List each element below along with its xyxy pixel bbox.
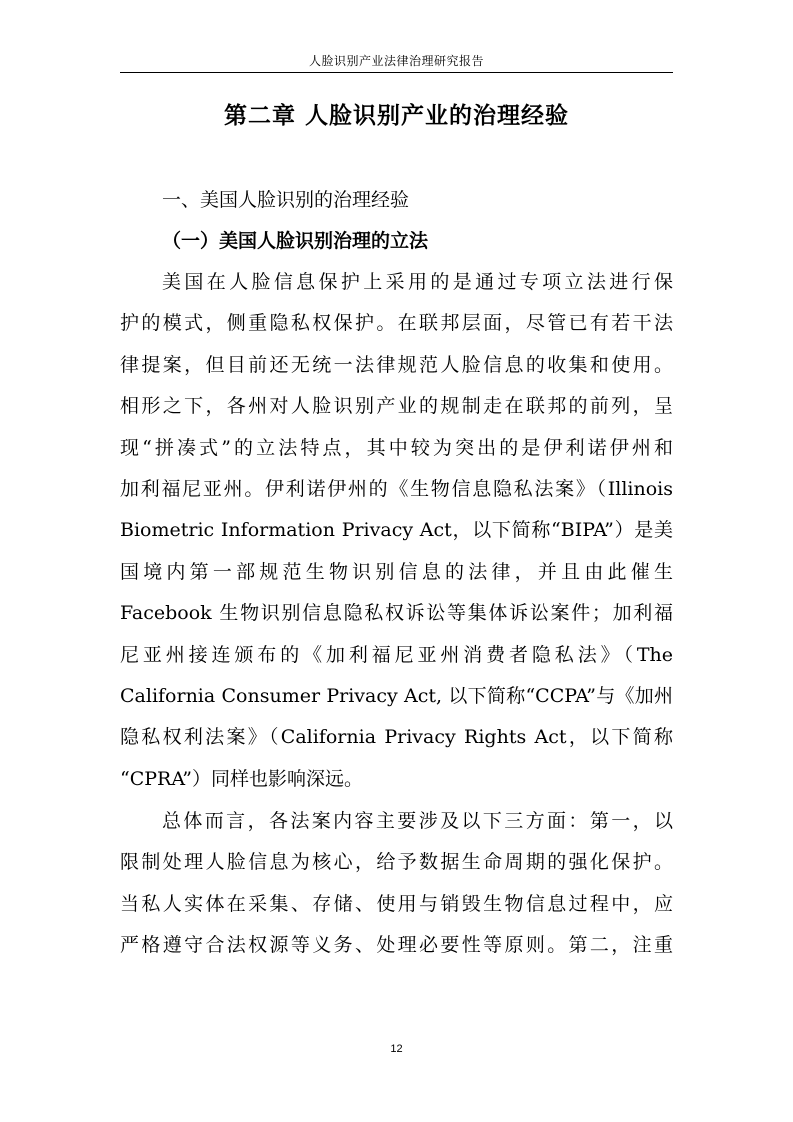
paragraph-line: 严格遵守合法权源等义务、处理必要性等原则。第二，注重 (120, 934, 673, 957)
chapter-title: 第二章 人脸识别产业的治理经验 (223, 103, 569, 129)
running-header: 人脸识别产业法律治理研究报告 (308, 54, 484, 68)
paragraph-line: “CPRA”）同样也影响深远。 (120, 767, 363, 790)
paragraph-line: 美国在人脸信息保护上采用的是通过专项立法进行保 (162, 271, 673, 293)
paragraph-1 (120, 262, 673, 800)
subsection-heading: （一）美国人脸识别治理的立法 (162, 230, 429, 252)
paragraph-line: 限制处理人脸信息为核心，给予数据生命周期的强化保护。 (120, 851, 673, 874)
paragraph-line: 国境内第一部规范生物识别信息的法律，并且由此催生 (120, 560, 673, 583)
paragraph-line: 当私人实体在采集、存储、使用与销毁生物信息过程中，应 (120, 892, 673, 915)
paragraph-line: 律提案，但目前还无统一法律规范人脸信息的收集和使用。 (120, 353, 673, 376)
page-number: 12 (390, 1043, 403, 1055)
paragraph-line: Biometric Information Privacy Act，以下简称“BIPA”）是美 (120, 519, 673, 542)
paragraph-line: 尼亚州接连颁布的《加利福尼亚州消费者隐私法》（The (120, 643, 673, 666)
paragraph-line: 隐私权利法案》（California Privacy Rights Act，以下简称 (120, 726, 673, 749)
paragraph-line: 加利福尼亚州。伊利诺伊州的《生物信息隐私法案》（Illinois (120, 477, 673, 500)
paragraph-line: 现“拼凑式”的立法特点，其中较为突出的是伊利诺伊州和 (120, 436, 673, 459)
header-divider (120, 72, 673, 73)
paragraph-line: 总体而言，各法案内容主要涉及以下三方面：第一，以 (162, 810, 673, 832)
paragraph-line: California Consumer Privacy Act, 以下简称“CCPA”与《加州 (120, 684, 673, 707)
section-heading: 一、美国人脸识别的治理经验 (162, 189, 410, 211)
paragraph-line: Facebook 生物识别信息隐私权诉讼等集体诉讼案件；加利福 (120, 602, 673, 625)
paragraph-line: 护的模式，侧重隐私权保护。在联邦层面，尽管已有若干法 (120, 312, 673, 335)
paragraph-line: 相形之下，各州对人脸识别产业的规制走在联邦的前列，呈 (120, 395, 673, 418)
paragraph-2 (120, 801, 673, 967)
